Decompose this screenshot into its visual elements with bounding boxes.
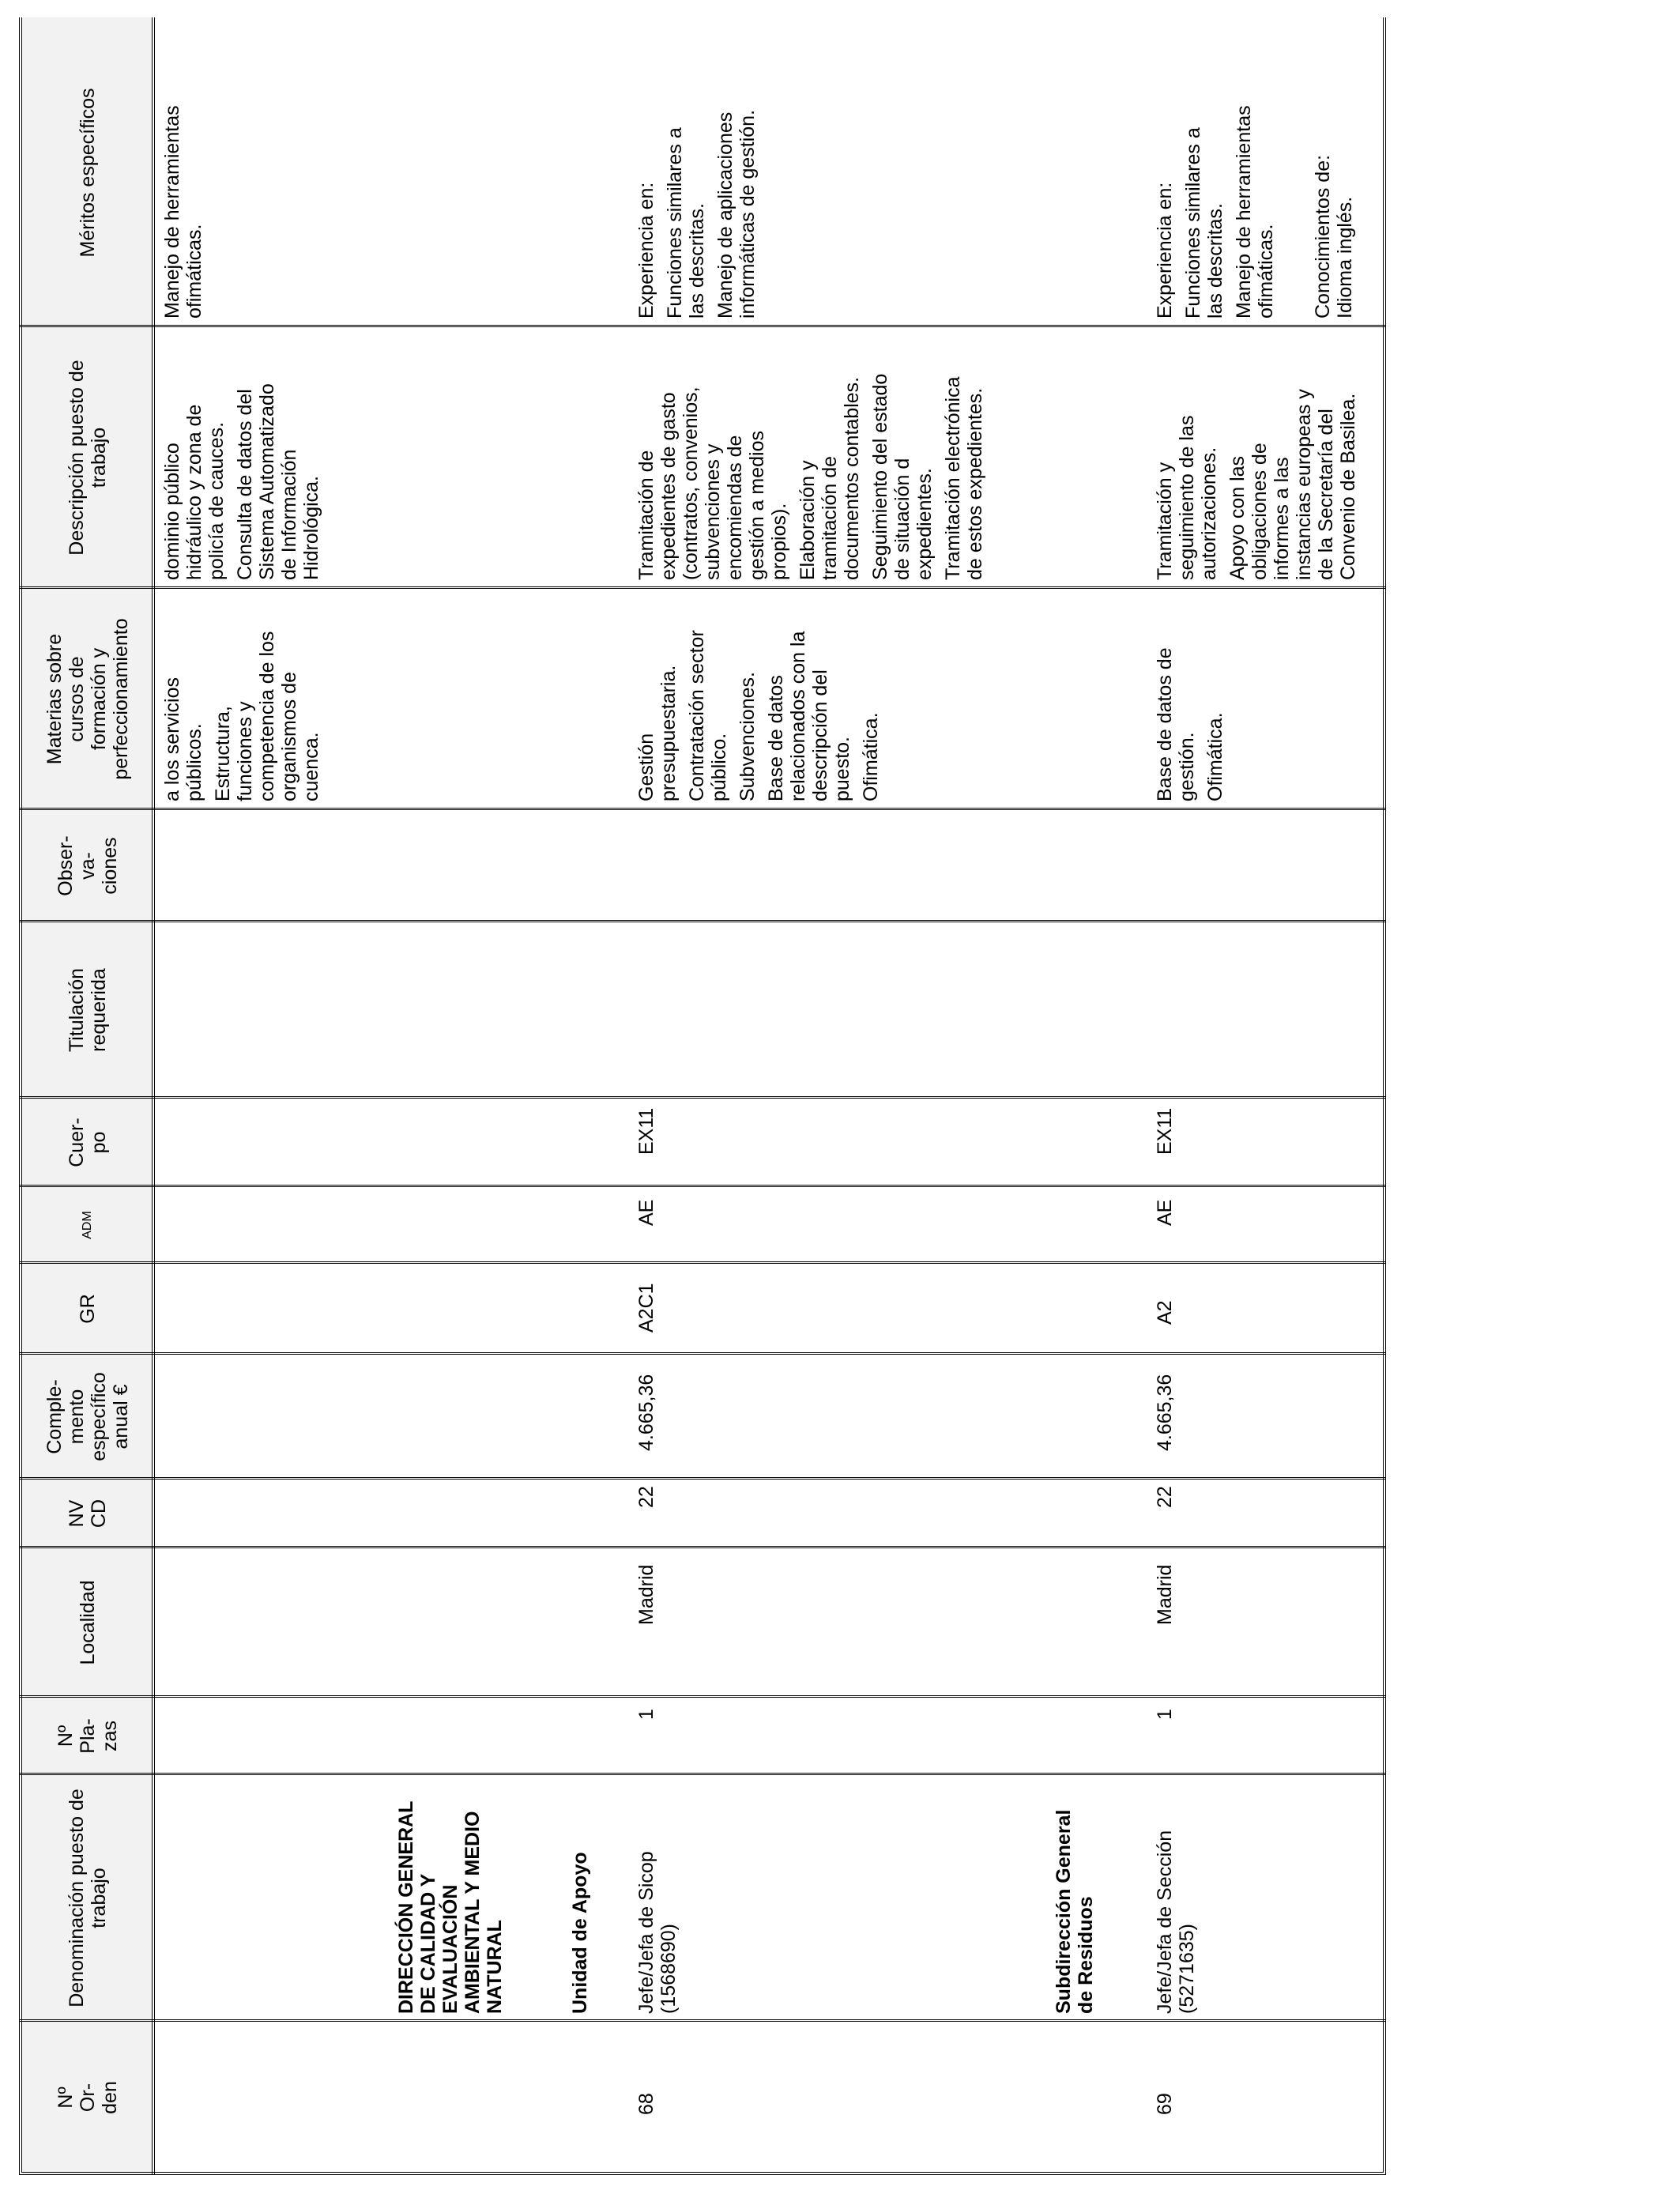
header-titulacion: Titulación requerida xyxy=(66,967,110,1053)
header-adm: ADM xyxy=(81,1211,94,1239)
list-item xyxy=(1283,26,1305,319)
list-item: Tramitación electrónica de estos expedientes. xyxy=(942,376,986,580)
list-item: Base de datos relacionados con la descripción del puesto. xyxy=(765,631,853,801)
complemento-value: 4.665,36 xyxy=(635,1374,657,1451)
header-materias: Materias sobre cursos de formación y perfeccionamiento xyxy=(43,618,132,780)
col-divider xyxy=(19,1546,1386,1548)
nivel-value: 22 xyxy=(635,1486,657,1508)
col-divider xyxy=(19,1773,1386,1775)
header-orden: Nº Or- den xyxy=(55,2081,121,2114)
section-heading: DIRECCIÓN GENERAL DE CALIDAD Y EVALUACIÓN AMBIENTAL Y MEDIO NATURAL xyxy=(395,1800,506,2014)
list-item: Seguimiento del estado de situación d expedientes. xyxy=(869,373,936,580)
section-subheading: Unidad de Apoyo xyxy=(569,1852,591,2014)
complemento-value: 4.665,36 xyxy=(1154,1374,1176,1451)
col-divider xyxy=(19,2019,1386,2022)
list-item: Base de datos de gestión. xyxy=(1154,647,1198,801)
col-divider xyxy=(19,1695,1386,1698)
header-complemento: Comple- mento específico anual € xyxy=(43,1372,132,1461)
list-item: Experiencia en: xyxy=(1154,182,1176,319)
list-item: Contratación sector público. xyxy=(686,630,730,801)
header-plazas: Nº Pla- zas xyxy=(55,1718,121,1754)
continuation-descripcion xyxy=(161,330,329,580)
list-item: Estructura, funciones y competencia de los organismos de cuenca. xyxy=(212,631,322,801)
col-divider xyxy=(19,325,1386,327)
list-item: Funciones similares a las descritas. xyxy=(664,127,708,319)
header-grupo: GR xyxy=(77,1294,99,1324)
col-divider xyxy=(19,1261,1386,1264)
grupo-value: A2 xyxy=(1154,1300,1176,1325)
list-item: Idioma inglés. xyxy=(1334,196,1356,319)
grupo-value: A2C1 xyxy=(635,1283,657,1333)
descripcion-list xyxy=(635,330,993,580)
descripcion-list xyxy=(1154,330,1365,580)
header-cuerpo: Cuer- po xyxy=(66,1118,110,1167)
adm-value: AE xyxy=(635,1199,657,1226)
col-divider xyxy=(19,1477,1386,1480)
header-denominacion: Denominación puesto de trabajo xyxy=(66,1789,110,2007)
nivel-value: 22 xyxy=(1154,1486,1176,1508)
col-divider xyxy=(19,1352,1386,1355)
list-item: Manejo de herramientas ofimáticas. xyxy=(161,105,205,319)
col-divider xyxy=(19,1185,1386,1187)
materias-list xyxy=(1154,592,1233,801)
header-meritos: Méritos específicos xyxy=(77,88,99,258)
list-item: Gestión presupuestaria. xyxy=(635,665,680,801)
continuation-meritos xyxy=(161,26,212,319)
localidad-value: Madrid xyxy=(635,1564,657,1625)
denominacion-value: Jefe/Jefa de Sicop (1568690) xyxy=(635,1851,680,2014)
orden-value: 69 xyxy=(1154,2093,1176,2115)
col-divider xyxy=(19,920,1386,922)
list-item: Tramitación y seguimiento de las autorizaciones. xyxy=(1154,415,1220,580)
list-item: dominio público hidráulico y zona de policía de cauces. xyxy=(161,404,228,580)
denominacion-value: Jefe/Jefa de Sección (5271635) xyxy=(1154,1830,1198,2014)
materias-list xyxy=(635,592,888,801)
adm-value: AE xyxy=(1154,1199,1176,1226)
list-item: Apoyo con las obligaciones de informes a las instancias europeas y de la Secretaría del Convenio de Basilea. xyxy=(1226,389,1359,580)
header-observaciones: Obser- va- ciones xyxy=(55,835,121,896)
list-item: Conocimientos de: xyxy=(1312,154,1334,319)
orden-value: 68 xyxy=(635,2093,657,2115)
plazas-value: 1 xyxy=(635,1709,657,1720)
localidad-value: Madrid xyxy=(1154,1564,1176,1625)
meritos-list xyxy=(1154,26,1362,319)
list-item: Experiencia en: xyxy=(635,182,657,319)
list-item: a los servicios públicos. xyxy=(161,677,205,801)
meritos-list xyxy=(635,26,765,319)
plazas-value: 1 xyxy=(1154,1709,1176,1720)
header-nivel: NV CD xyxy=(66,1498,110,1529)
list-item: Ofimática. xyxy=(860,712,882,801)
col-divider xyxy=(19,808,1386,810)
list-item: Elaboración y tramitación de documentos contables. xyxy=(797,376,863,580)
list-item: Subvenciones. xyxy=(736,671,759,801)
header-localidad: Localidad xyxy=(77,1580,99,1665)
header-descripcion: Descripción puesto de trabajo xyxy=(66,360,110,556)
list-item: Ofimática. xyxy=(1204,712,1226,801)
list-item: Manejo de aplicaciones informáticas de gestión. xyxy=(714,109,759,319)
cuerpo-value: EX11 xyxy=(1154,1107,1176,1155)
col-divider xyxy=(19,1096,1386,1099)
list-item: Consulta de datos del Sistema Automatizado de Información Hidrológica. xyxy=(234,383,322,580)
col-divider xyxy=(19,586,1386,589)
cuerpo-value: EX11 xyxy=(635,1107,657,1155)
list-item: Tramitación de expedientes de gasto (contratos, convenios, subvenciones y encomiendas de gestión a medios propios). xyxy=(635,386,790,580)
list-item: Manejo de herramientas ofimáticas. xyxy=(1233,105,1277,319)
continuation-materias xyxy=(161,592,329,801)
list-item: Funciones similares a las descritas. xyxy=(1182,127,1226,319)
section-subheading: Subdirección General de Residuos xyxy=(1053,1809,1097,2014)
